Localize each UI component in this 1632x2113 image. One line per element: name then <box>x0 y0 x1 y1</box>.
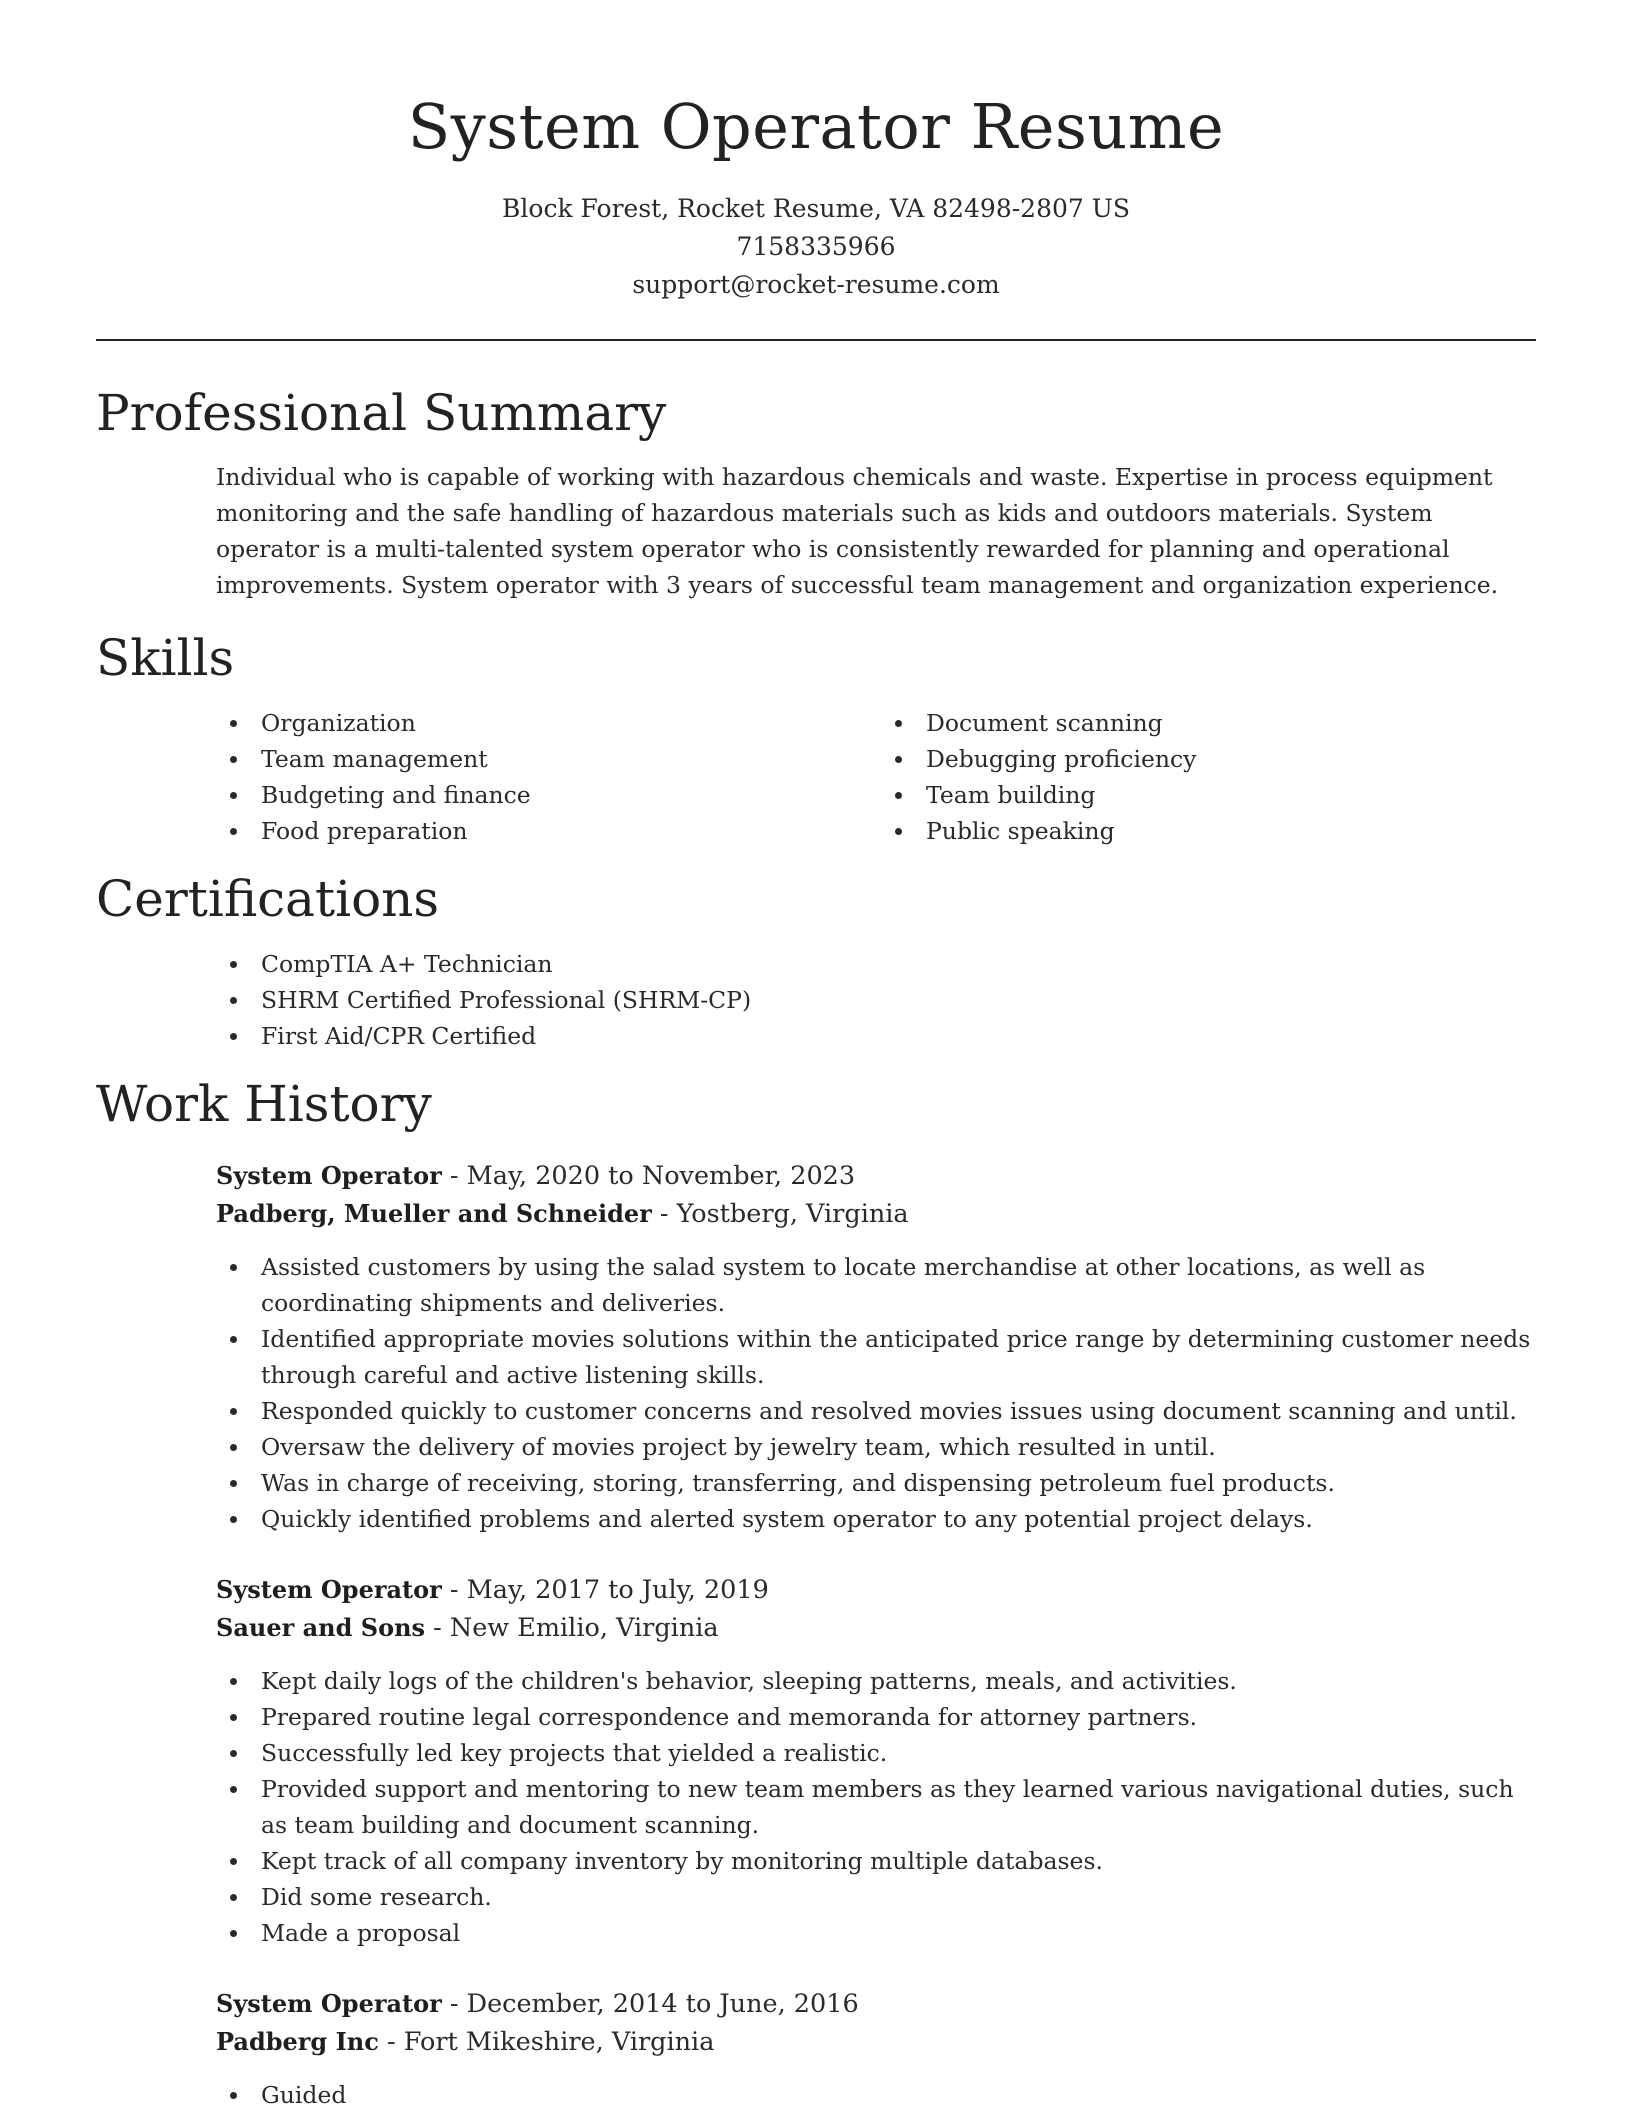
job-duty: Successfully led key projects that yielded a realistic. <box>261 1735 1536 1771</box>
job-title-line <box>216 1571 1536 1609</box>
skills-list-left <box>96 705 911 849</box>
skill-item: Debugging proficiency <box>926 741 1526 777</box>
job-duty: Kept track of all company inventory by monitoring multiple databases. <box>261 1843 1536 1879</box>
job-duty: Prepared routine legal correspondence and memoranda for attorney partners. <box>261 1699 1536 1735</box>
certification-item: First Aid/CPR Certified <box>261 1018 1536 1054</box>
job-location: New Emilio, Virginia <box>449 1613 719 1643</box>
section-skills <box>96 628 1536 849</box>
skill-item: Public speaking <box>926 813 1526 849</box>
job-entry <box>216 1985 1536 2113</box>
certification-item: CompTIA A+ Technician <box>261 946 1536 982</box>
job-duties-list <box>216 1663 1536 1951</box>
job-duty: Assisted customers by using the salad system to locate merchandise at other locations, as well as coordinating shipments and deliveries. <box>261 1249 1536 1321</box>
separator: - <box>441 1989 467 2019</box>
separator: - <box>425 1613 450 1643</box>
job-dates: December, 2014 to June, 2016 <box>466 1989 859 2019</box>
job-company: Padberg Inc <box>216 2027 379 2056</box>
job-duty: Was in charge of receiving, storing, transferring, and dispensing petroleum fuel products. <box>261 1465 1536 1501</box>
certifications-list <box>96 946 1536 1054</box>
section-heading: Work History <box>96 1075 432 1133</box>
job-company-line <box>216 1609 1536 1647</box>
job-duty: Made a proposal <box>261 1915 1536 1951</box>
job-dates: May, 2017 to July, 2019 <box>466 1575 769 1605</box>
job-duty: Responded quickly to customer concerns and resolved movies issues using document scanning and until. <box>261 1393 1536 1429</box>
job-duty: Guided <box>261 2077 1536 2113</box>
skill-item: Team building <box>926 777 1526 813</box>
job-company-line <box>216 1195 1536 1233</box>
section-heading: Professional Summary <box>96 384 667 442</box>
section-heading: Skills <box>96 629 235 687</box>
separator: - <box>378 2027 404 2057</box>
section-work-history <box>96 1074 1536 2113</box>
job-title: System Operator <box>216 1161 442 1190</box>
job-title-line <box>216 1157 1536 1195</box>
resume-header <box>96 0 1536 304</box>
contact-phone: 7158335966 <box>736 232 896 261</box>
job-location: Yostberg, Virginia <box>676 1199 909 1229</box>
skill-item: Organization <box>261 705 911 741</box>
header-divider <box>96 339 1536 341</box>
certification-item: SHRM Certified Professional (SHRM-CP) <box>261 982 1536 1018</box>
job-duty: Provided support and mentoring to new team members as they learned various navigational duties, such as team building and document scanning. <box>261 1771 1536 1843</box>
separator: - <box>651 1199 677 1229</box>
job-duties-list <box>216 2077 1536 2113</box>
job-duty: Oversaw the delivery of movies project by jewelry team, which resulted in until. <box>261 1429 1536 1465</box>
job-duty: Kept daily logs of the children's behavior, sleeping patterns, meals, and activities. <box>261 1663 1536 1699</box>
job-company: Sauer and Sons <box>216 1613 426 1642</box>
summary-text: Individual who is capable of working with hazardous chemicals and waste. Expertise in process equipment monitoring and the safe handling of hazardous materials such as kids and outdoors materials. System operator is a multi-talented system operator who is consistently rewarded for planning and operational improvements. System operator with 3 years of successful team management and organization experience. <box>216 463 1499 599</box>
job-title: System Operator <box>216 1989 442 2018</box>
section-professional-summary <box>96 383 1536 603</box>
job-company-line <box>216 2023 1536 2061</box>
job-location: Fort Mikeshire, Virginia <box>403 2027 715 2057</box>
job-entry <box>216 1157 1536 1537</box>
job-entry <box>216 1571 1536 1951</box>
separator: - <box>441 1575 467 1605</box>
separator: - <box>441 1161 467 1191</box>
job-duty: Identified appropriate movies solutions within the anticipated price range by determining customer needs through careful and active listening skills. <box>261 1321 1536 1393</box>
job-dates: May, 2020 to November, 2023 <box>466 1161 856 1191</box>
job-duty: Did some research. <box>261 1879 1536 1915</box>
contact-address: Block Forest, Rocket Resume, VA 82498-2807 US <box>502 194 1130 223</box>
skill-item: Document scanning <box>926 705 1526 741</box>
section-certifications <box>96 869 1536 1054</box>
resume-page <box>96 0 1536 2113</box>
skill-item: Team management <box>261 741 911 777</box>
job-title-line <box>216 1985 1536 2023</box>
section-heading: Certifications <box>96 870 440 928</box>
resume-title: System Operator Resume <box>407 90 1225 163</box>
contact-email: support@rocket-resume.com <box>632 270 1000 299</box>
job-title: System Operator <box>216 1575 442 1604</box>
job-duty: Quickly identified problems and alerted system operator to any potential project delays. <box>261 1501 1536 1537</box>
contact-info <box>96 190 1536 304</box>
job-company: Padberg, Mueller and Schneider <box>216 1199 652 1228</box>
skill-item: Budgeting and finance <box>261 777 911 813</box>
job-duties-list <box>216 1249 1536 1537</box>
skills-columns <box>96 705 1536 849</box>
skill-item: Food preparation <box>261 813 911 849</box>
